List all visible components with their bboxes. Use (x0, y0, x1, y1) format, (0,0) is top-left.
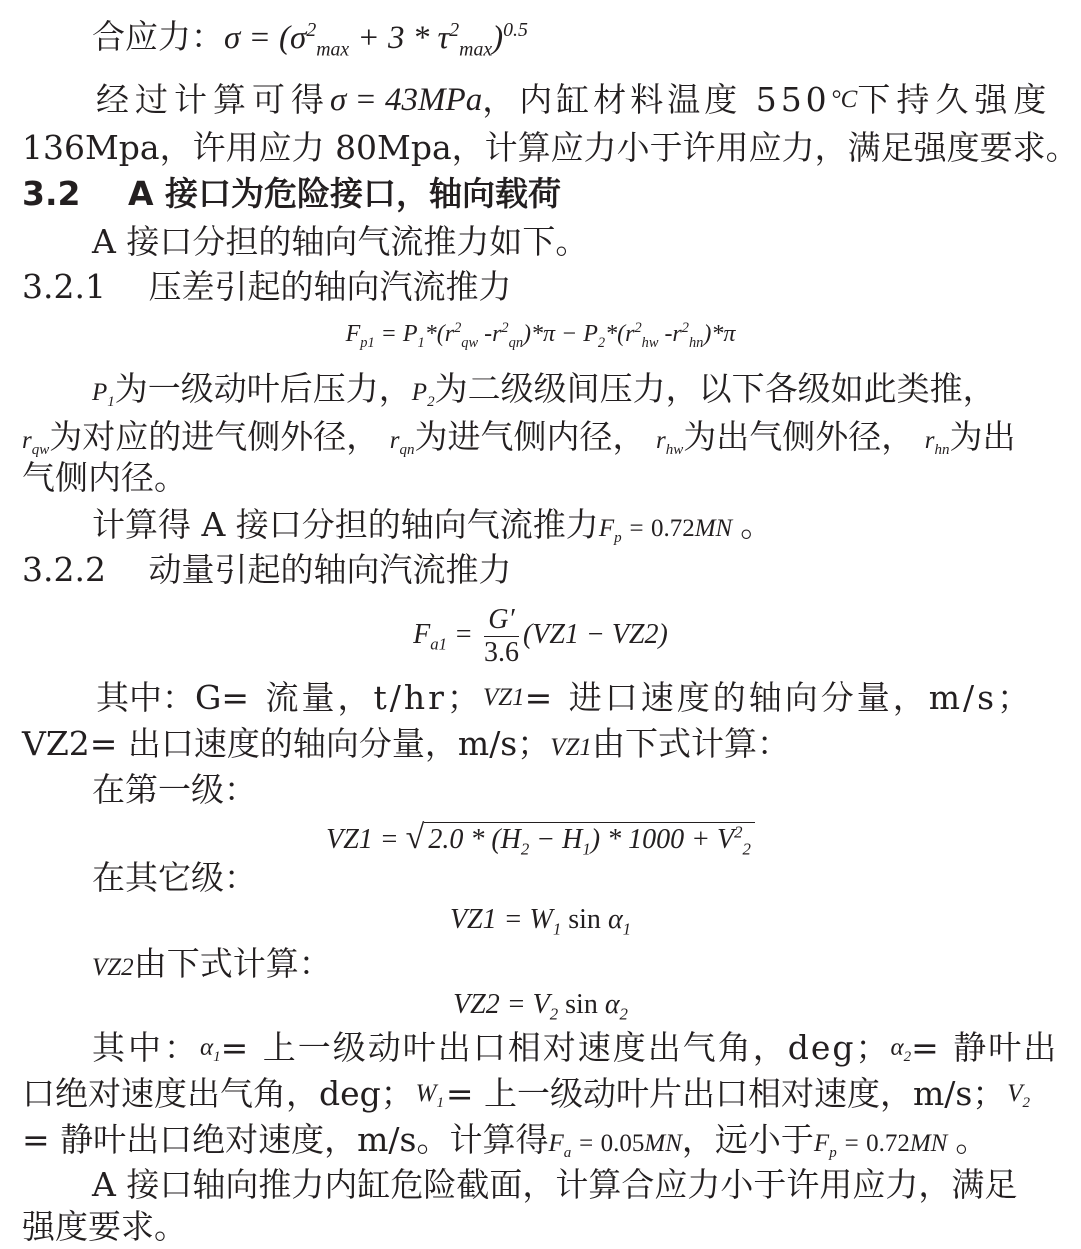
vz2-equation: $VZ2 = V_2$ $\sin \alpha_2$ (453, 989, 628, 1024)
v2-symbol: $V_2$ (1007, 1080, 1030, 1111)
vz1-symbol: VZ1 (482, 684, 525, 711)
rqn-definition: 为进气侧内径， (414, 417, 646, 456)
first-stage-label: 在第一级： (92, 770, 257, 809)
degree-celsius: °C (830, 86, 858, 113)
other-stages-line (0, 856, 1081, 900)
calc-result-line (0, 78, 1053, 122)
far-less-than-text: ，远小于 (681, 1120, 814, 1159)
section-heading-3-2-2 (0, 548, 1081, 592)
resultant-stress-label: 合应力： (92, 17, 224, 56)
alpha2-definition: = 静叶出 (911, 1028, 1059, 1067)
p1-definition: 为一级动叶后压力， (114, 369, 412, 408)
flow-definition: = 流量，t/hr； (221, 678, 483, 717)
conclusion-text: A 接口轴向推力内缸危险截面，计算合应力小于许用应力，满足 (92, 1165, 1018, 1204)
conclusion-line-end (0, 1205, 1081, 1249)
p1-symbol: $P_1$ (92, 379, 115, 410)
endurance-strength-text: 下持久强度 (857, 80, 1053, 119)
section-title: A 接口为危险接口，轴向载荷 (127, 174, 561, 213)
alpha2-definition-end: 口绝对速度出气角，deg； (22, 1074, 414, 1113)
alpha1-symbol: $\alpha_1$ (200, 1034, 221, 1065)
vz1-symbol: VZ1 (550, 734, 592, 761)
vz2-symbol: VZ2 (92, 954, 134, 981)
rhn-symbol: $r_{hn}$ (924, 427, 950, 458)
rhn-definition: 为出 (949, 417, 1016, 456)
vz2-definition: VZ2= 出口速度的轴向分量，m/s； (22, 724, 551, 763)
v2-definition: = 静叶出口绝对速度，m/s。计算得 (22, 1120, 549, 1159)
resultant-stress-line (0, 15, 1081, 60)
temperature-text: ，内缸材料温度 550 (482, 80, 831, 119)
vz1-first-stage-equation: VZ1 = √ $2.0 * (H_2 - H_1) * 1000 + V^2_2$ (0, 818, 1081, 860)
vz1-definition: = 进口速度的轴向分量，m/s； (524, 678, 1034, 717)
section-number: 3.2 (22, 174, 81, 213)
subsection-title: 压差引起的轴向汽流推力 (148, 267, 512, 306)
fa-result-line (0, 1118, 1081, 1166)
allowable-stress-line (0, 126, 1081, 170)
rhn-definition-end: 气侧内径。 (22, 458, 187, 497)
alpha2-symbol: $\alpha_2$ (890, 1034, 912, 1065)
pressure-definition-line (0, 367, 1081, 415)
allowable-stress-text: 136Mpa，许用应力 80Mpa，计算应力小于许用应力，满足强度要求。 (22, 128, 1079, 167)
alpha1-definition: = 上一级动叶出口相对速度出气角，deg； (220, 1028, 891, 1067)
fa1-equation: $F_{a1}$ = $\frac{G'}{3.6}$ (VZ1 − VZ2) (413, 604, 668, 668)
other-stages-label: 在其它级： (92, 858, 257, 897)
vz2-calc-line (0, 942, 1081, 990)
fp1-equation: $F_{p1} = P_1*(r^2_{qw}$ $-r^2_{qn})*\pi - P_2*(r^2_{hw}$ $-r^2_{hn})*\pi$ (345, 320, 736, 351)
rqn-symbol: $r_{qn}$ (389, 427, 415, 458)
velocity-definition-line (0, 1072, 1030, 1116)
subsection-number: 3.2.2 (22, 550, 106, 589)
flow-definition-line (0, 676, 1034, 720)
subsection-title: 动量引起的轴向汽流推力 (148, 550, 512, 589)
axial-thrust-intro-line (0, 220, 1081, 264)
rqw-symbol: $r_{qw}$ (22, 427, 50, 458)
g-prime-label: 其中：G (96, 678, 222, 717)
fa-result-period: 。 (955, 1120, 989, 1159)
radius-definition-continued (0, 456, 1081, 500)
sigma-result: σ = 43MPa (330, 82, 483, 118)
fp-compare-value: $F_p = 0.72MN$ (813, 1130, 948, 1161)
w1-symbol: $W_1$ (415, 1080, 444, 1111)
fp-result-value: $F_p = 0.72MN$ (598, 515, 733, 546)
fp-result-text: 计算得 A 接口分担的轴向气流推力 (92, 505, 599, 544)
angle-definition-line (0, 1026, 1059, 1070)
rhw-definition: 为出气侧外径， (683, 417, 915, 456)
vz1-other-stage-equation: $VZ1 = W_1$ $\sin \alpha_1$ (449, 904, 632, 939)
conclusion-line (0, 1163, 1081, 1207)
p2-symbol: $P_2$ (411, 379, 435, 410)
fa-result-value: $F_a = 0.05MN$ (548, 1130, 682, 1161)
where-label: 其中： (92, 1028, 200, 1067)
p2-definition: 为二级级间压力，以下各级如此类推， (434, 369, 996, 408)
vz2-calc-text: 由下式计算： (133, 944, 332, 983)
vz1-calc-text: 由下式计算： (591, 724, 790, 763)
calc-intro-text: 经过计算可得 (96, 80, 330, 119)
w1-definition: = 上一级动叶片出口相对速度，m/s； (445, 1074, 1006, 1113)
rqw-definition: 为对应的进气侧外径， (49, 417, 380, 456)
vz2-definition-line (0, 722, 1081, 770)
sigma-formula: $\sigma = (\sigma^2_{max} + 3 * \tau^2_{max})^{0.5}$ (224, 19, 528, 61)
subsection-number: 3.2.1 (22, 267, 106, 306)
fp-result-line (0, 503, 1081, 551)
section-heading-3-2-1 (0, 265, 1081, 309)
fp-result-period: 。 (740, 505, 774, 544)
rhw-symbol: $r_{hw}$ (655, 427, 684, 458)
section-heading-3-2 (0, 172, 1081, 216)
conclusion-text-end: 强度要求。 (22, 1207, 187, 1246)
first-stage-line (0, 768, 1081, 812)
axial-thrust-intro-text: A 接口分担的轴向气流推力如下。 (92, 222, 589, 261)
